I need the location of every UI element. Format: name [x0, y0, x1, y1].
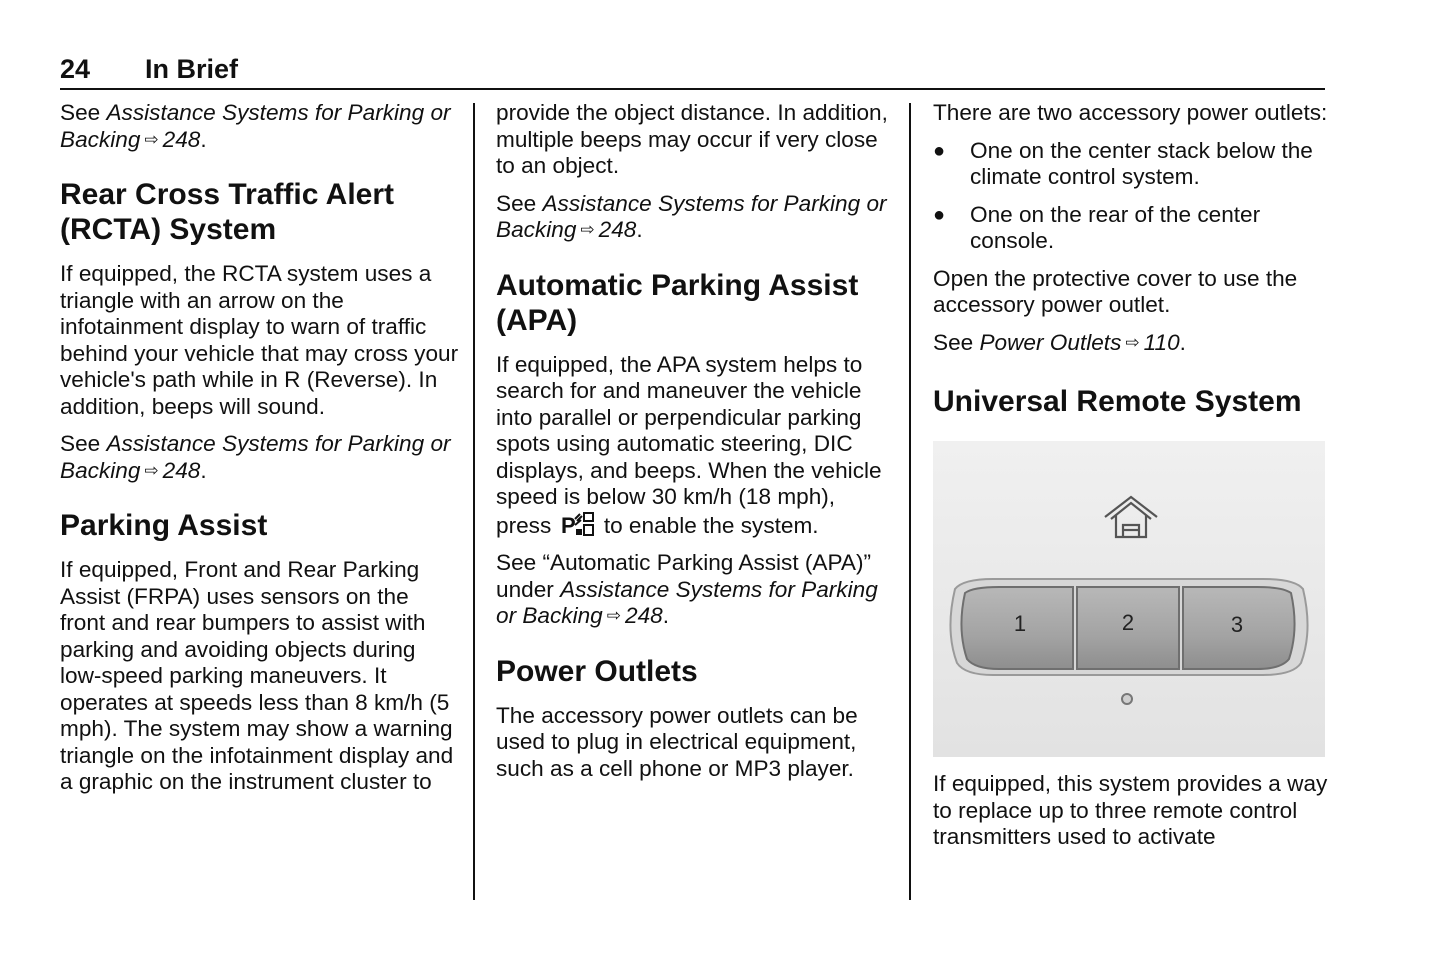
body-paragraph: If equipped, the RCTA system uses a triangle with an arrow on the infotainment display to warn of traffic behind your vehicle that may cross your vehicle's path while in R (Reverse). In addition, beeps will sound.: [60, 261, 459, 419]
page-ref-number[interactable]: 248: [162, 457, 201, 483]
column-1: [60, 100, 460, 807]
body-paragraph: provide the object distance. In addition, multiple beeps may occur if very close to an object.: [496, 100, 888, 178]
see-reference: See Power Outlets ⇨ 110.: [933, 329, 1186, 355]
cross-reference-link[interactable]: Assistance Systems for Parking or Backing: [60, 431, 451, 483]
remote-button-2: 2: [1121, 610, 1135, 635]
cross-reference-link[interactable]: Assistance Systems for Parking or Backing: [496, 190, 887, 242]
see-reference: See Assistance Systems for Parking or Backing ⇨ 248.: [60, 100, 451, 152]
bullet-list: [933, 138, 1328, 255]
section-heading: Power Outlets: [496, 654, 698, 688]
section-heading: Automatic Parking Assist (APA): [496, 268, 859, 337]
remote-button-1: 1: [1013, 611, 1027, 636]
list-item: ● One on the center stack below the climate control system.: [933, 137, 1313, 189]
body-paragraph: The accessory power outlets can be used to plug in electrical equipment, such as a cell phone or MP3 player.: [496, 702, 858, 781]
page-number: 24: [60, 54, 91, 84]
page-ref-number[interactable]: 248: [598, 217, 637, 242]
page-ref-arrow-icon: ⇨: [144, 129, 159, 149]
see-reference: See Assistance Systems for Parking or Backing ⇨ 248.: [496, 190, 887, 242]
column-divider: [909, 103, 911, 900]
bullet-icon: ●: [933, 139, 946, 162]
indicator-light: [1122, 694, 1132, 704]
cross-reference-link[interactable]: Assistance Systems for Parking or Backing: [496, 576, 878, 628]
page-header: [60, 50, 1325, 90]
see-reference: See “Automatic Parking Assist (APA)” under Assistance Systems for Parking or Backing ⇨ 248.: [496, 550, 878, 628]
body-paragraph: There are two accessory power outlets:: [933, 100, 1328, 125]
page-ref-arrow-icon: ⇨: [144, 460, 159, 480]
column-2: [496, 100, 896, 793]
page-ref-number[interactable]: 248: [625, 603, 663, 628]
section-heading: Parking Assist: [60, 509, 268, 542]
chapter-title: In Brief: [145, 54, 239, 84]
body-paragraph: If equipped, the APA system helps to search for and maneuver the vehicle into parallel or perpendicular parking spots using automatic steering, DIC displays, and beeps. When the vehicle speed is below 30 km/h (18 mph), press P to enable the system.: [496, 351, 882, 538]
column-3: [933, 100, 1328, 862]
column-divider: [473, 103, 475, 900]
svg-text:P: P: [560, 512, 576, 538]
body-paragraph: Open the protective cover to use the accessory power outlet.: [933, 265, 1298, 317]
remote-buttons-illustration: [933, 441, 1325, 757]
body-paragraph: If equipped, Front and Rear Parking Assist (FRPA) uses sensors on the front and rear bumpers to assist with parking and avoiding objects during low-speed parking maneuvers. It operates at speeds less than 8 km/h (5 mph). The system may show a warning triangle on the infotainment display and a graphic on the instrument cluster to: [60, 557, 454, 794]
parking-assist-icon: [561, 511, 595, 539]
page-ref-number[interactable]: 248: [162, 126, 201, 152]
section-heading: Rear Cross Traffic Alert (RCTA) System: [60, 178, 395, 246]
universal-remote-photo: [933, 441, 1325, 757]
page-ref-arrow-icon: ⇨: [580, 220, 595, 239]
cross-reference-link[interactable]: Assistance Systems for Parking or Backing: [60, 100, 451, 152]
cross-reference-link[interactable]: Power Outlets: [979, 329, 1122, 355]
bullet-icon: ●: [933, 203, 946, 226]
see-reference: See Assistance Systems for Parking or Backing ⇨ 248.: [60, 431, 451, 483]
page-ref-arrow-icon: ⇨: [606, 606, 621, 625]
body-paragraph: If equipped, this system provides a way to replace up to three remote control transmitters used to activate: [933, 771, 1328, 849]
remote-button-3: 3: [1230, 612, 1244, 637]
page-ref-number[interactable]: 110: [1143, 329, 1180, 355]
section-heading: Universal Remote System: [933, 385, 1302, 418]
page-ref-arrow-icon: ⇨: [1125, 332, 1140, 352]
list-item: ● One on the rear of the center console.: [933, 201, 1261, 253]
